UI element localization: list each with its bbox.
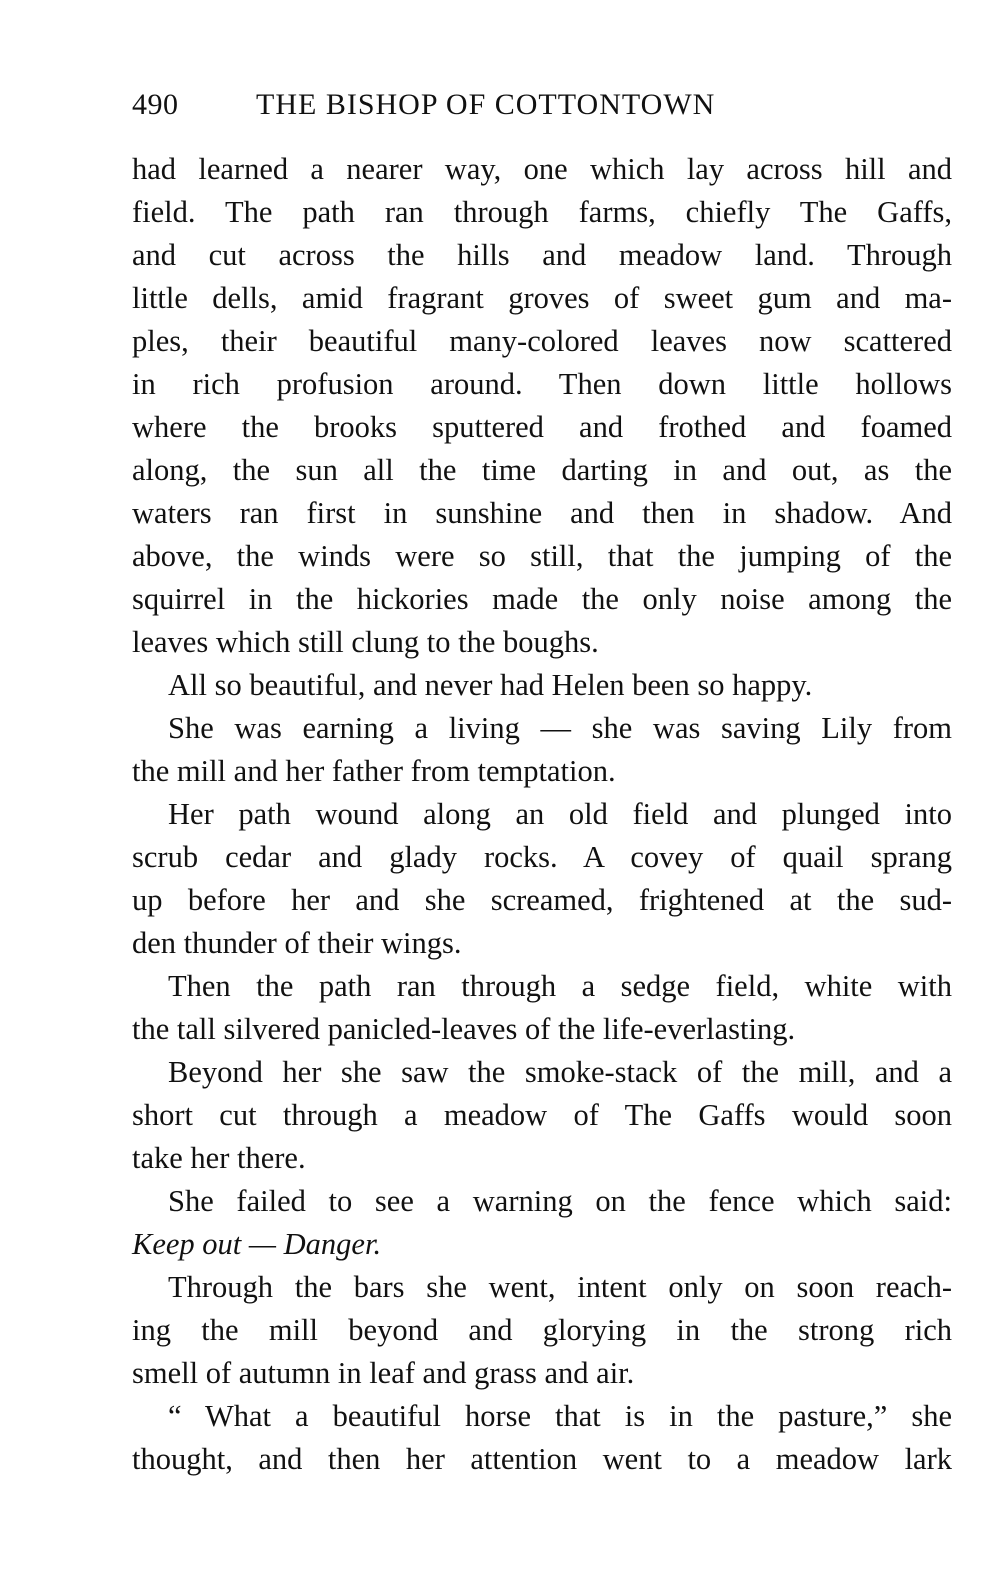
text-line: smell of autumn in leaf and grass and air. [132, 1356, 635, 1390]
book-page [132, 88, 952, 1481]
book-title: THE BISHOP OF COTTONTOWN [256, 88, 716, 121]
text-line: squirrel in the hickories made the only noise among the [132, 582, 952, 616]
text-line: the mill and her father from temptation. [132, 754, 616, 788]
text-line: had learned a nearer way, one which lay across hill and [132, 152, 952, 186]
text-line: above, the winds were so still, that the jumping of the [132, 539, 952, 573]
running-head [132, 88, 952, 132]
text-line: Keep out — Danger. [132, 1227, 382, 1261]
text-line: take her there. [132, 1141, 306, 1175]
text-line: Her path wound along an old field and plunged into [168, 797, 952, 831]
text-line: and cut across the hills and meadow land. Through [132, 238, 952, 272]
text-line: where the brooks sputtered and frothed and foamed [132, 410, 952, 444]
text-line: the tall silvered panicled-leaves of the life-everlasting. [132, 1012, 796, 1046]
text-line: “ What a beautiful horse that is in the pasture,” she [168, 1399, 952, 1433]
text-line: All so beautiful, and never had Helen been so happy. [168, 668, 813, 702]
text-line: Then the path ran through a sedge field, white with [168, 969, 952, 1003]
text-line: up before her and she screamed, frightened at the sud- [132, 883, 952, 917]
text-line: She failed to see a warning on the fence which said: [168, 1184, 952, 1218]
page-number: 490 [132, 88, 179, 121]
body-text [132, 148, 952, 1481]
text-line: field. The path ran through farms, chiefly The Gaffs, [132, 195, 952, 229]
text-line: ing the mill beyond and glorying in the strong rich [132, 1313, 952, 1347]
text-line: along, the sun all the time darting in and out, as the [132, 453, 952, 487]
text-line: den thunder of their wings. [132, 926, 462, 960]
text-line: ples, their beautiful many-colored leaves now scattered [132, 324, 952, 358]
text-line: in rich profusion around. Then down little hollows [132, 367, 952, 401]
text-line: waters ran first in sunshine and then in shadow. And [132, 496, 952, 530]
text-line: Beyond her she saw the smoke-stack of the mill, and a [168, 1055, 952, 1089]
text-line: short cut through a meadow of The Gaffs would soon [132, 1098, 952, 1132]
text-line: little dells, amid fragrant groves of sweet gum and ma- [132, 281, 952, 315]
text-line: Through the bars she went, intent only on soon reach- [168, 1270, 952, 1304]
text-line: thought, and then her attention went to a meadow lark [132, 1442, 952, 1476]
text-line: scrub cedar and glady rocks. A covey of quail sprang [132, 840, 952, 874]
text-line: leaves which still clung to the boughs. [132, 625, 599, 659]
text-line: She was earning a living — she was saving Lily from [168, 711, 952, 745]
